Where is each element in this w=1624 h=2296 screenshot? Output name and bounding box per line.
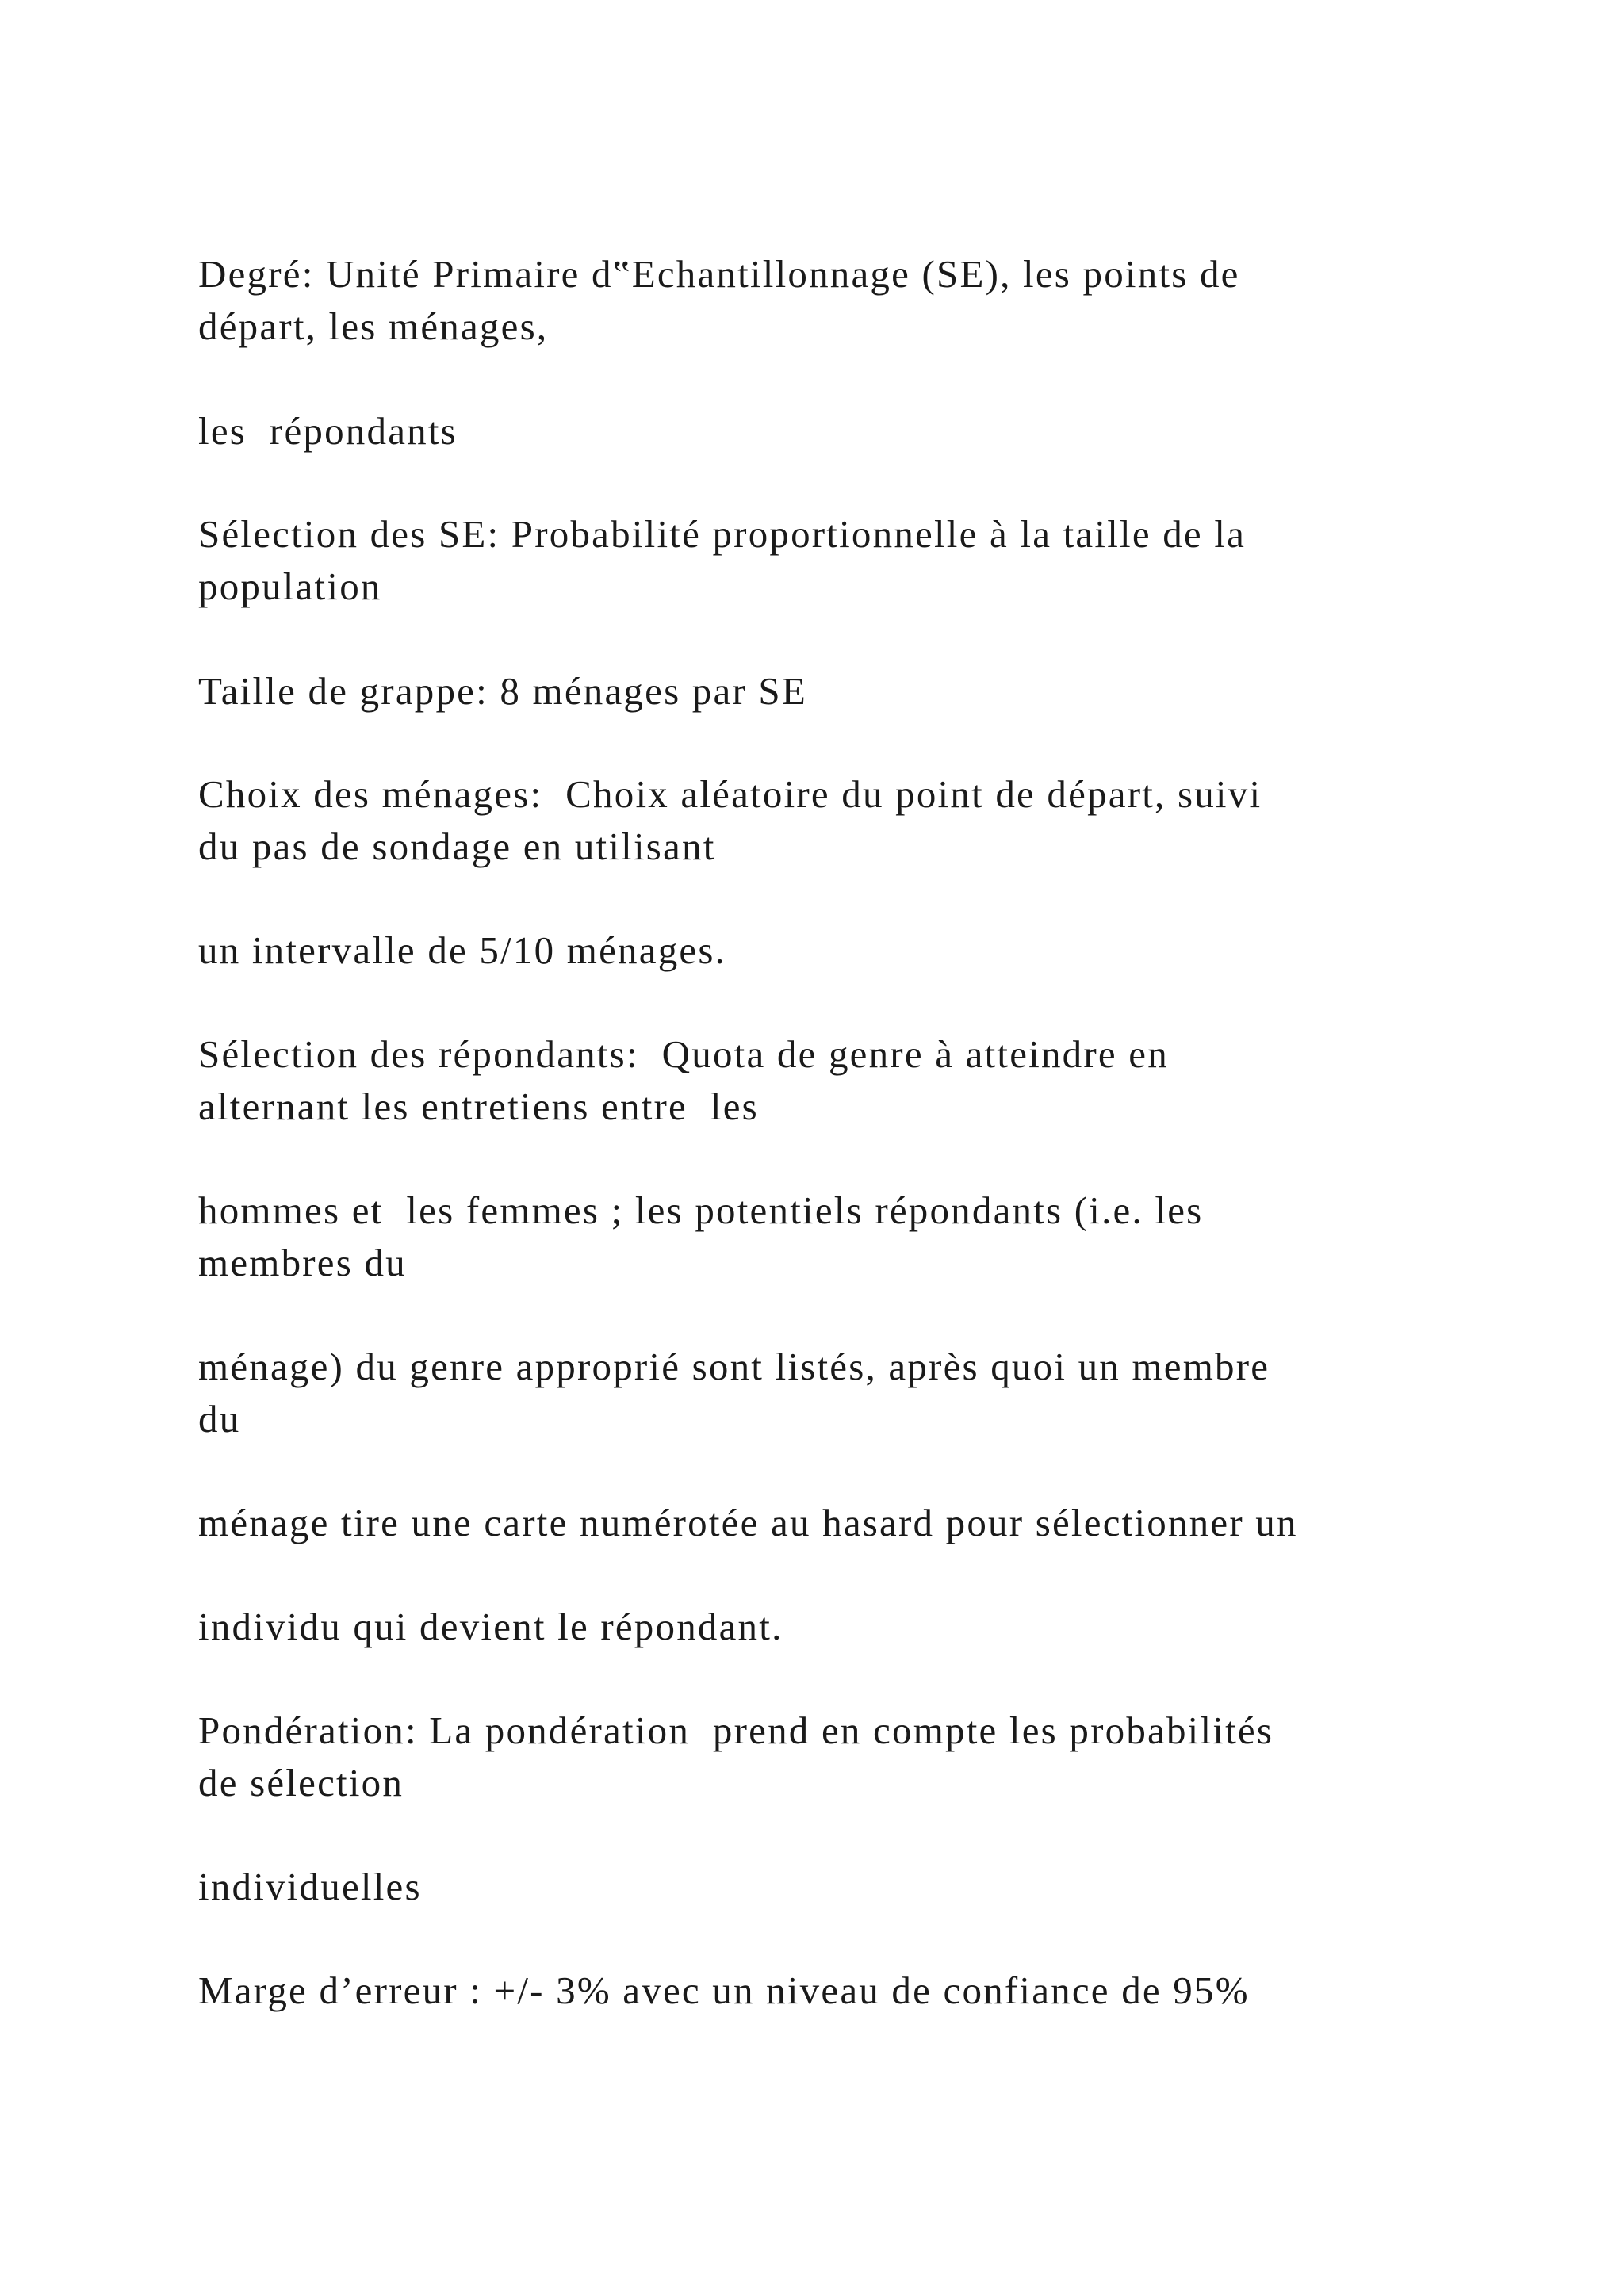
paragraph-marge-erreur: Marge d’erreur : +/- 3% avec un niveau de confiance de 95%: [198, 1969, 1250, 2012]
paragraph-selection-repondants: Sélection des répondants: Quota de genre à atteindre en alternant les entretiens entre les: [198, 1032, 1169, 1128]
paragraph-menage-genre: ménage) du genre approprié sont listés, après quoi un membre du: [198, 1345, 1270, 1441]
paragraph-individuelles: individuelles: [198, 1865, 422, 1908]
paragraph-hommes-femmes: hommes et les femmes ; les potentiels répondants (i.e. les membres du: [198, 1188, 1204, 1284]
paragraph-intervalle: un intervalle de 5/10 ménages.: [198, 928, 727, 972]
paragraph-carte-numerotee: ménage tire une carte numérotée au hasard pour sélectionner un: [198, 1501, 1298, 1544]
paragraph-taille-grappe: Taille de grappe: 8 ménages par SE: [198, 669, 808, 713]
paragraph-selection-se: Sélection des SE: Probabilité proportionnelle à la taille de la population: [198, 512, 1247, 608]
paragraph-ponderation: Pondération: La pondération prend en compte les probabilités de sélection: [198, 1709, 1274, 1804]
paragraph-repondants: les répondants: [198, 409, 458, 453]
paragraph-degre: Degré: Unité Primaire d‟Echantillonnage (SE), les points de départ, les ménages,: [198, 252, 1240, 348]
paragraph-choix-menages: Choix des ménages: Choix aléatoire du point de départ, suivi du pas de sondage en utilisant: [198, 772, 1262, 868]
paragraph-individu: individu qui devient le répondant.: [198, 1605, 783, 1648]
